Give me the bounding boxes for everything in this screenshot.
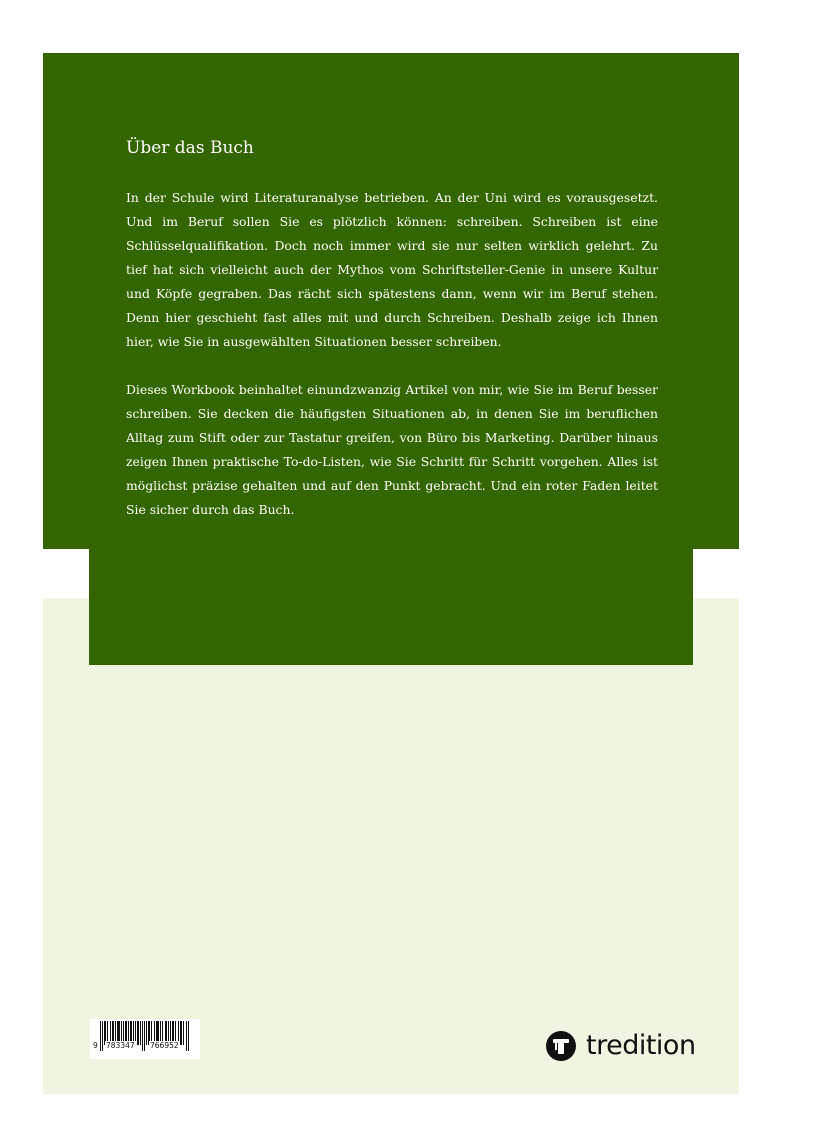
isbn-right-group: 766952 <box>150 1041 179 1050</box>
blurb-heading: Über das Buch <box>126 138 254 158</box>
blurb-paragraph-1: In der Schule wird Literaturanalyse betrieben. An der Uni wird es vorausgesetzt. Und im Beruf sollen Sie es plötzlich können: schreiben. Schreiben ist eine Schlüsselqualifikation. Doch noch immer wird sie nur selten wirklich gelehrt. Zu tief hat sich vielleicht auch der Mythos vom Schriftsteller-Genie in unsere Kultur und Köpfe gegraben. Das rächt sich spätestens dann, wenn wir im Beruf stehen. Denn hier geschieht fast alles mit und durch Schreiben. Deshalb zeige ich Ihnen hier, wie Sie in ausgewählten Situationen besser schreiben. <box>126 190 658 349</box>
isbn-left-group: 783347 <box>106 1041 135 1050</box>
isbn-digits <box>90 1041 200 1053</box>
tredition-logo-icon <box>546 1031 576 1061</box>
isbn-barcode <box>90 1019 200 1059</box>
publisher-logo <box>546 1029 696 1063</box>
book-blurb <box>126 136 658 546</box>
blurb-paragraph-2: Dieses Workbook beinhaltet einundzwanzig Artikel von mir, wie Sie im Beruf besser schreiben. Sie decken die häufigsten Situationen ab, in denen Sie im beruflichen Alltag zum Stift oder zur Tastatur greifen, von Büro bis Marketing. Darüber hinaus zeigen Ihnen praktische To-do-Listen, wie Sie Schritt für Schritt vorgehen. Alles ist möglichst präzise gehalten und auf den Punkt gebracht. Und ein roter Faden leitet Sie sicher durch das Buch. <box>126 382 658 517</box>
isbn-lead-digit: 9 <box>93 1041 98 1050</box>
publisher-name: tredition <box>586 1030 696 1061</box>
blurb-panel-lower <box>89 549 693 665</box>
